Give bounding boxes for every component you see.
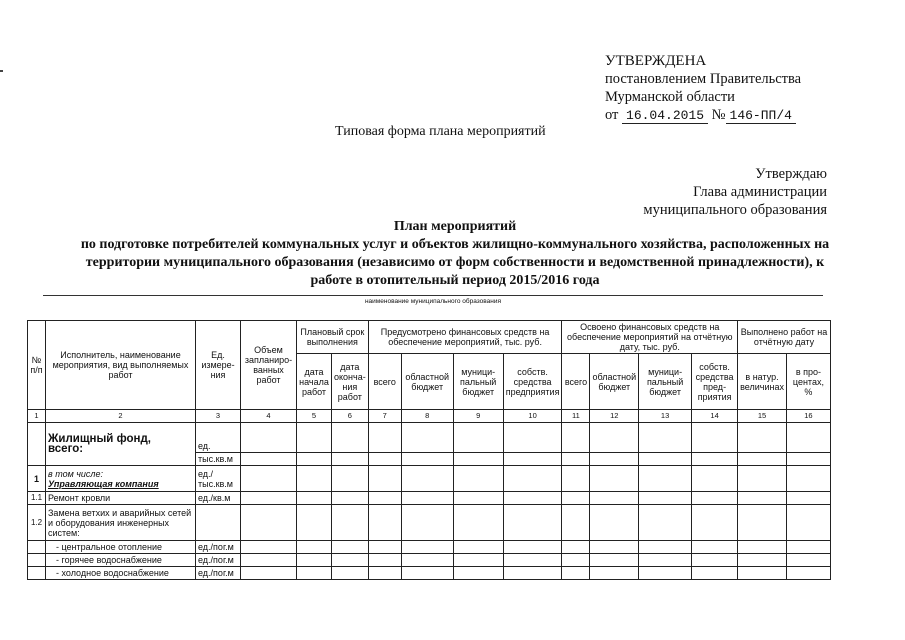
col-number: 2 (46, 410, 196, 423)
col-number: 9 (453, 410, 503, 423)
table-row-1 (28, 466, 831, 492)
cell (297, 453, 332, 466)
plan-title (30, 218, 880, 290)
cell (401, 567, 453, 580)
cell (241, 554, 297, 567)
housing-unit-1: ед. (196, 423, 241, 453)
row-1-unit (196, 466, 241, 492)
head-approve-line2: Глава администрации (693, 184, 827, 200)
approval-title: УТВЕРЖДЕНА (605, 53, 707, 69)
header-municipal-2: муници-пальный бюджет (639, 354, 692, 410)
cell (562, 505, 590, 541)
cell (738, 453, 787, 466)
cell (453, 453, 503, 466)
row-1-2-a-unit: ед./пог.м (196, 541, 241, 554)
col-number: 13 (639, 410, 692, 423)
cell (590, 453, 639, 466)
cell (503, 541, 562, 554)
cell (738, 567, 787, 580)
cell (28, 423, 46, 466)
col-number: 7 (368, 410, 401, 423)
row-1-label-line2: Управляющая компания (48, 478, 159, 489)
row-1-1-unit: ед./кв.м (196, 492, 241, 505)
housing-title: Жилищный фонд, (48, 433, 151, 445)
header-municipal: муници-пальный бюджет (453, 354, 503, 410)
cell (368, 541, 401, 554)
cell (453, 567, 503, 580)
plan-table (27, 320, 831, 580)
cell (639, 453, 692, 466)
cell (738, 554, 787, 567)
table-row-1-1 (28, 492, 831, 505)
cell (453, 423, 503, 453)
head-approve-line3: муниципального образования (643, 202, 827, 218)
header-regional-2: областной бюджет (590, 354, 639, 410)
header-done-works: Выполнено работ на отчётную дату (738, 321, 831, 354)
row-1-2-a-label: - центральное отопление (46, 541, 196, 554)
col-number: 3 (196, 410, 241, 423)
cell (401, 492, 453, 505)
cell (297, 541, 332, 554)
cell (297, 554, 332, 567)
table-row-1-2-a (28, 541, 831, 554)
row-1-2-b-label: - горячее водоснабжение (46, 554, 196, 567)
cell (241, 567, 297, 580)
cell (241, 466, 297, 492)
cell (241, 492, 297, 505)
table-row-housing-total (28, 423, 831, 453)
row-1-unit-line1: ед./ (198, 468, 214, 479)
cell (639, 466, 692, 492)
col-number: 5 (297, 410, 332, 423)
cell (241, 453, 297, 466)
header-unit: Ед. измере-ния (196, 321, 241, 410)
cell (28, 554, 46, 567)
row-1-2-num: 1.2 (28, 505, 46, 541)
cell (562, 554, 590, 567)
header-provided-funds: Предусмотрено финансовых средств на обеспечение мероприятий, тыс. руб. (368, 321, 562, 354)
col-number: 15 (738, 410, 787, 423)
row-1-1-label: Ремонт кровли (46, 492, 196, 505)
cell (297, 567, 332, 580)
cell (28, 567, 46, 580)
cell (692, 453, 738, 466)
cell (590, 423, 639, 453)
cell (786, 567, 830, 580)
cell (503, 554, 562, 567)
cell (503, 492, 562, 505)
table-row-1-2-c (28, 567, 831, 580)
cell (453, 492, 503, 505)
cell (639, 567, 692, 580)
head-approve-line1: Утверждаю (755, 166, 827, 182)
cell (241, 505, 297, 541)
cell (639, 554, 692, 567)
cell (692, 505, 738, 541)
row-1-label-line1: в том числе: (48, 468, 104, 479)
header-in-percent: в про-центах, % (786, 354, 830, 410)
col-number: 16 (786, 410, 830, 423)
row-1-2-label: Замена ветхих и аварийных сетей и оборудования инженерных систем: (46, 505, 196, 541)
cell (562, 492, 590, 505)
cell (368, 554, 401, 567)
cell (368, 466, 401, 492)
cell (639, 505, 692, 541)
cell (590, 554, 639, 567)
municipality-underline (43, 295, 823, 296)
plan-title-line4: работе в отопительный период 2015/2016 года (310, 273, 600, 288)
header-regional: областной бюджет (401, 354, 453, 410)
plan-title-line3: территории муниципального образования (независимо от форм собственности и ведомственной принадлежности), к (85, 255, 825, 270)
header-own-funds: собств. средства предприятия (503, 354, 562, 410)
plan-title-line2: по подготовке потребителей коммунальных услуг и объектов жилищно-коммунального хозяйства, расположенных на (80, 237, 830, 252)
col-number: 11 (562, 410, 590, 423)
col-number: 6 (332, 410, 369, 423)
cell (562, 541, 590, 554)
cell (503, 567, 562, 580)
header-planned-term: Плановый срок выполнения (297, 321, 369, 354)
cell (786, 541, 830, 554)
row-1-label (46, 466, 196, 492)
cell (332, 541, 369, 554)
cell (738, 492, 787, 505)
header-end-date: дата оконча-ния работ (332, 354, 369, 410)
header-total: всего (368, 354, 401, 410)
col-number: 10 (503, 410, 562, 423)
page-edge-mark (0, 70, 3, 72)
cell (786, 466, 830, 492)
cell (401, 554, 453, 567)
cell (639, 541, 692, 554)
row-1-2-b-unit: ед./пог.м (196, 554, 241, 567)
cell (590, 567, 639, 580)
cell (786, 423, 830, 453)
cell (241, 423, 297, 453)
cell (786, 505, 830, 541)
cell (738, 505, 787, 541)
cell (786, 554, 830, 567)
approval-from: от (605, 107, 619, 123)
cell (368, 492, 401, 505)
cell (738, 541, 787, 554)
cell (297, 423, 332, 453)
housing-label (46, 423, 196, 466)
row-1-unit-line2: тыс.кв.м (198, 478, 233, 489)
cell (332, 466, 369, 492)
cell (297, 492, 332, 505)
cell (401, 423, 453, 453)
housing-unit-2: тыс.кв.м (196, 453, 241, 466)
cell (692, 567, 738, 580)
cell (590, 505, 639, 541)
cell (590, 466, 639, 492)
cell (368, 453, 401, 466)
cell (332, 505, 369, 541)
row-1-2-c-unit: ед./пог.м (196, 567, 241, 580)
cell (297, 505, 332, 541)
table-row-1-2 (28, 505, 831, 541)
cell (562, 453, 590, 466)
header-in-units: в натур. величинах (738, 354, 787, 410)
header-own-funds-2: собств. средства пред-приятия (692, 354, 738, 410)
cell (401, 466, 453, 492)
cell (590, 492, 639, 505)
approval-line1: постановлением Правительства (605, 71, 802, 87)
row-1-num: 1 (28, 466, 46, 492)
plan-title-line1: План мероприятий (393, 219, 517, 234)
cell (590, 541, 639, 554)
cell (562, 466, 590, 492)
row-1-2-c-label: - холодное водоснабжение (46, 567, 196, 580)
cell (503, 423, 562, 453)
cell (401, 541, 453, 554)
approval-number: 146-ПП/4 (726, 108, 796, 124)
cell (503, 505, 562, 541)
col-number: 8 (401, 410, 453, 423)
cell (332, 453, 369, 466)
cell (297, 466, 332, 492)
cell (503, 453, 562, 466)
col-number: 4 (241, 410, 297, 423)
table-row-1-2-b (28, 554, 831, 567)
approval-date-line (605, 106, 801, 125)
approval-date: 16.04.2015 (622, 108, 708, 124)
approval-num-sign: № (711, 107, 726, 123)
cell (453, 466, 503, 492)
approval-block (605, 52, 801, 125)
cell (786, 492, 830, 505)
cell (692, 541, 738, 554)
cell (332, 554, 369, 567)
cell (401, 505, 453, 541)
cell (738, 423, 787, 453)
head-approve-block (643, 165, 827, 219)
cell (562, 423, 590, 453)
cell (453, 554, 503, 567)
cell (639, 423, 692, 453)
row-1-1-num: 1.1 (28, 492, 46, 505)
cell (692, 492, 738, 505)
col-number: 1 (28, 410, 46, 423)
cell (332, 567, 369, 580)
cell (692, 466, 738, 492)
header-row-1 (28, 321, 831, 354)
cell (368, 567, 401, 580)
cell (453, 541, 503, 554)
cell (401, 453, 453, 466)
header-total-2: всего (562, 354, 590, 410)
header-volume: Объем запланиро-ванных работ (241, 321, 297, 410)
cell (738, 466, 787, 492)
header-num: № п/п (28, 321, 46, 410)
col-number: 12 (590, 410, 639, 423)
cell (196, 505, 241, 541)
cell (562, 567, 590, 580)
cell (28, 541, 46, 554)
cell (786, 453, 830, 466)
column-number-row (28, 410, 831, 423)
cell (332, 423, 369, 453)
cell (453, 505, 503, 541)
cell (692, 423, 738, 453)
cell (368, 423, 401, 453)
cell (692, 554, 738, 567)
cell (332, 492, 369, 505)
municipality-caption: наименование муниципального образования (364, 298, 502, 305)
cell (368, 505, 401, 541)
cell (639, 492, 692, 505)
col-number: 14 (692, 410, 738, 423)
header-mastered-funds: Освоено финансовых средств на обеспечение мероприятий на отчётную дату, тыс. руб. (562, 321, 738, 354)
header-executor: Исполнитель, наименование мероприятия, вид выполняемых работ (46, 321, 196, 410)
header-start-date: дата начала работ (297, 354, 332, 410)
cell (241, 541, 297, 554)
housing-total: всего: (48, 443, 84, 455)
form-title: Типовая форма плана мероприятий (335, 124, 546, 139)
approval-line2: Мурманской области (605, 89, 735, 105)
cell (503, 466, 562, 492)
